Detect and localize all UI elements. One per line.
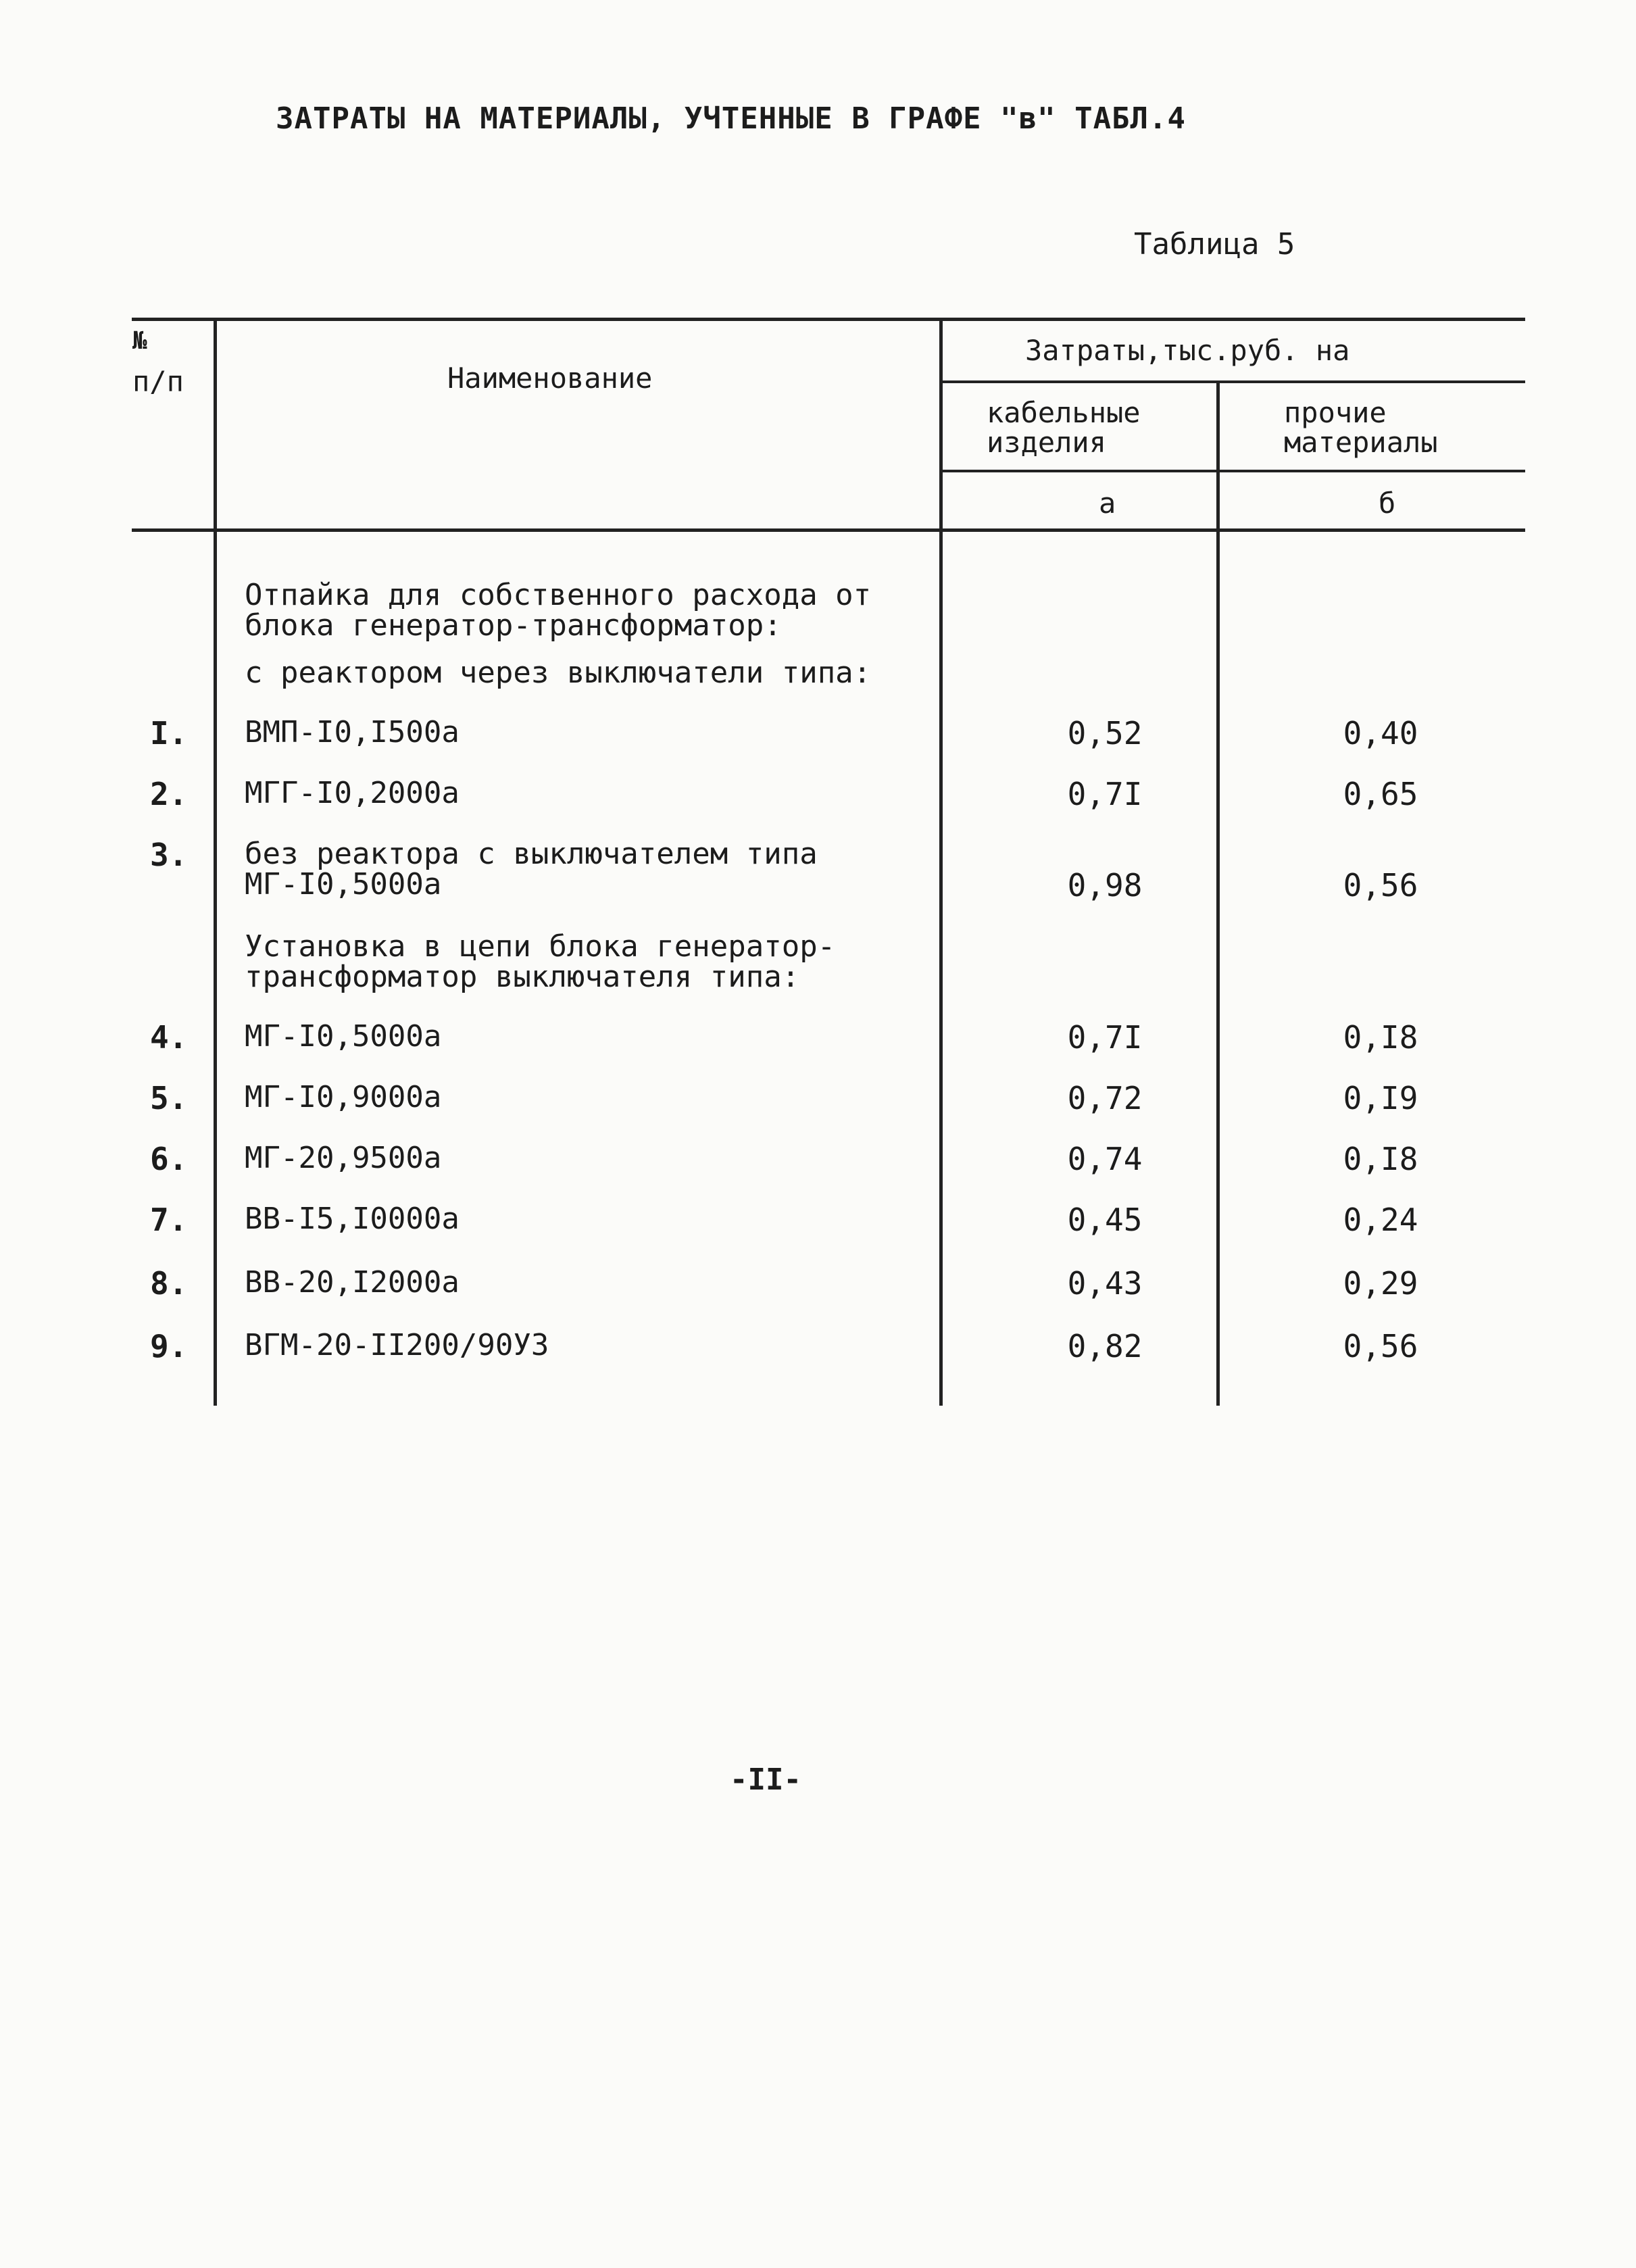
row-name: ВГМ-20-II200/90У3 bbox=[245, 1328, 549, 1362]
row-value-b: 0,24 bbox=[1343, 1202, 1418, 1238]
row-value-b: 0,56 bbox=[1343, 1328, 1418, 1364]
header-col-a: а bbox=[1099, 487, 1116, 520]
row-value-a: 0,45 bbox=[1067, 1202, 1143, 1238]
row-value-b: 0,29 bbox=[1343, 1265, 1418, 1302]
header-num: п/п bbox=[132, 365, 184, 398]
row-name-line1: без реактора с выключателем типа bbox=[245, 837, 818, 871]
header-costs: Затраты,тыс.руб. на bbox=[1025, 334, 1350, 367]
document-title: ЗАТРАТЫ НА МАТЕРИАЛЫ, УЧТЕННЫЕ В ГРАФЕ "в" ТАБЛ.4 bbox=[276, 101, 1187, 136]
page-number: -II- bbox=[730, 1762, 801, 1797]
row-value-b: 0,I9 bbox=[1343, 1080, 1418, 1116]
row-num: 8. bbox=[150, 1265, 188, 1302]
col-divider-1 bbox=[214, 318, 217, 1406]
row-num: 4. bbox=[150, 1019, 188, 1056]
letters-rule bbox=[941, 470, 1525, 472]
row-value-a: 0,74 bbox=[1067, 1141, 1143, 1177]
header-name: Наименование bbox=[447, 362, 653, 395]
table-top-rule bbox=[132, 318, 1525, 321]
header-other-1: прочие bbox=[1284, 396, 1387, 429]
row-value-a: 0,82 bbox=[1067, 1328, 1143, 1364]
subheader-rule bbox=[941, 380, 1525, 383]
row-value-b: 0,I8 bbox=[1343, 1141, 1418, 1177]
row-name: ВВ-20,I2000а bbox=[245, 1265, 460, 1300]
col-divider-3 bbox=[1216, 380, 1220, 1406]
row-num: 3. bbox=[150, 837, 188, 873]
header-cable-2: изделия bbox=[987, 426, 1107, 459]
col-divider-2 bbox=[939, 318, 943, 1406]
section-heading-2a: Установка в цепи блока генератор- bbox=[245, 929, 836, 964]
row-value-a: 0,7I bbox=[1067, 776, 1143, 812]
row-name-line2: МГ-I0,5000а bbox=[245, 867, 442, 902]
section-heading-1b: блока генератор-трансформатор: bbox=[245, 608, 782, 643]
row-name: МГ-I0,5000а bbox=[245, 1019, 442, 1054]
row-num: 9. bbox=[150, 1328, 188, 1364]
row-name: МГГ-I0,2000а bbox=[245, 776, 460, 810]
header-col-b: б bbox=[1379, 487, 1396, 520]
header-num-sign: № bbox=[132, 327, 147, 355]
row-value-b: 0,I8 bbox=[1343, 1019, 1418, 1056]
row-num: 7. bbox=[150, 1202, 188, 1238]
row-name: МГ-20,9500а bbox=[245, 1141, 442, 1175]
row-num: 6. bbox=[150, 1141, 188, 1177]
row-value-a: 0,98 bbox=[1067, 867, 1143, 904]
table-number: Таблица 5 bbox=[1134, 227, 1295, 262]
row-name: ВВ-I5,I0000а bbox=[245, 1202, 460, 1236]
row-value-b: 0,40 bbox=[1343, 715, 1418, 751]
row-value-a: 0,43 bbox=[1067, 1265, 1143, 1302]
row-num: I. bbox=[150, 715, 188, 751]
row-value-b: 0,65 bbox=[1343, 776, 1418, 812]
row-value-a: 0,72 bbox=[1067, 1080, 1143, 1116]
row-num: 5. bbox=[150, 1080, 188, 1116]
section-heading-1a: Отпайка для собственного расхода от bbox=[245, 578, 872, 612]
section-heading-1c: с реактором через выключатели типа: bbox=[245, 656, 872, 690]
row-value-a: 0,7I bbox=[1067, 1019, 1143, 1056]
header-bottom-rule bbox=[132, 528, 1525, 532]
row-name: МГ-I0,9000а bbox=[245, 1080, 442, 1114]
header-cable-1: кабельные bbox=[987, 396, 1141, 429]
row-num: 2. bbox=[150, 776, 188, 812]
row-value-b: 0,56 bbox=[1343, 867, 1418, 904]
row-name: ВМП-I0,I500а bbox=[245, 715, 460, 749]
section-heading-2b: трансформатор выключателя типа: bbox=[245, 960, 800, 994]
row-value-a: 0,52 bbox=[1067, 715, 1143, 751]
header-other-2: материалы bbox=[1284, 426, 1438, 459]
